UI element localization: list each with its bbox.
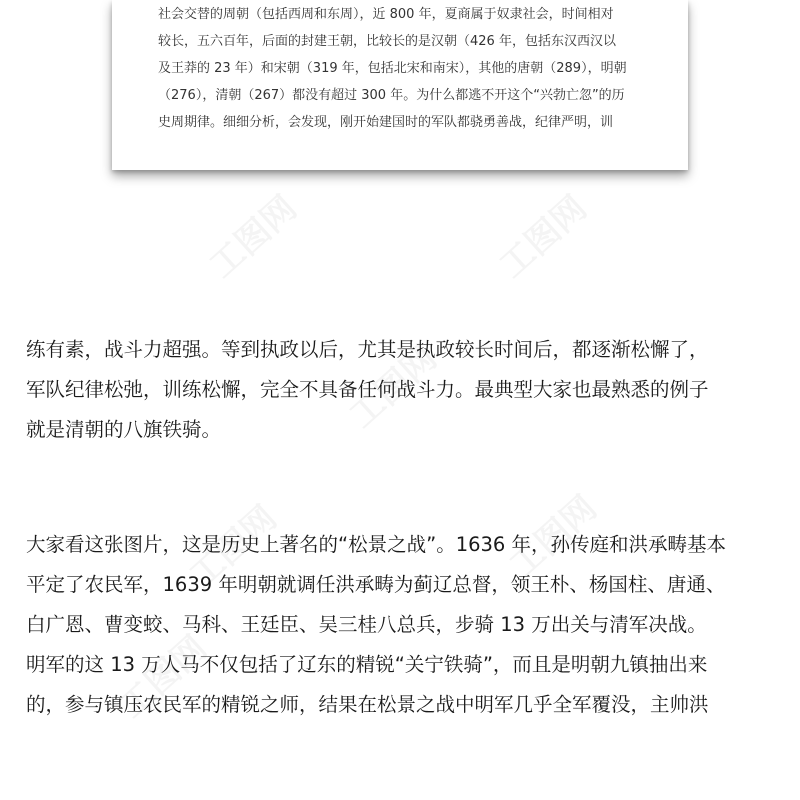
paragraph-1 <box>26 330 778 450</box>
card-line: （276），清朝（267）都没有超过 300 年。为什么都逃不开这个“兴勃亡忽”的历 <box>158 88 625 103</box>
paragraph-line: 军队纪律松弛，训练松懈，完全不具备任何战斗力。最典型大家也最熟悉的例子 <box>26 378 709 401</box>
paragraph-line: 的，参与镇压农民军的精锐之师，结果在松景之战中明军几乎全军覆没，主帅洪 <box>26 693 709 716</box>
card-line: 较长，五六百年，后面的封建王朝，比较长的是汉朝（426 年，包括东汉西汉以 <box>158 34 616 49</box>
paragraph-line: 平定了农民军，1639 年明朝就调任洪承畴为蓟辽总督，领王朴、杨国柱、唐通、 <box>26 573 726 596</box>
paragraph-line: 明军的这 13 万人马不仅包括了辽东的精锐“关宁铁骑”，而且是明朝九镇抽出来 <box>26 653 708 676</box>
paragraph-line: 练有素，战斗力超强。等到执政以后，尤其是执政较长时间后，都逐渐松懈了， <box>26 338 709 361</box>
card-line: 社会交替的周朝（包括西周和东周），近 800 年，夏商属于奴隶社会，时间相对 <box>158 7 614 22</box>
watermark <box>487 182 596 287</box>
card-text-block <box>158 0 648 136</box>
paragraph-line: 就是清朝的八旗铁骑。 <box>26 418 222 441</box>
paragraph-line: 白广恩、曹变蛟、马科、王廷臣、吴三桂八总兵，步骑 13 万出关与清军决战。 <box>26 613 707 636</box>
paragraph-2 <box>26 525 778 725</box>
document-page-card <box>112 0 688 170</box>
paragraph-line: 大家看这张图片，这是历史上著名的“松景之战”。1636 年，孙传庭和洪承畴基本 <box>26 533 727 556</box>
watermark <box>197 182 306 287</box>
card-line: 史周期律。细细分析，会发现，刚开始建国时的军队都骁勇善战，纪律严明，训 <box>158 115 614 130</box>
card-line: 及王莽的 23 年）和宋朝（319 年，包括北宋和南宋），其他的唐朝（289），明朝 <box>158 61 627 76</box>
